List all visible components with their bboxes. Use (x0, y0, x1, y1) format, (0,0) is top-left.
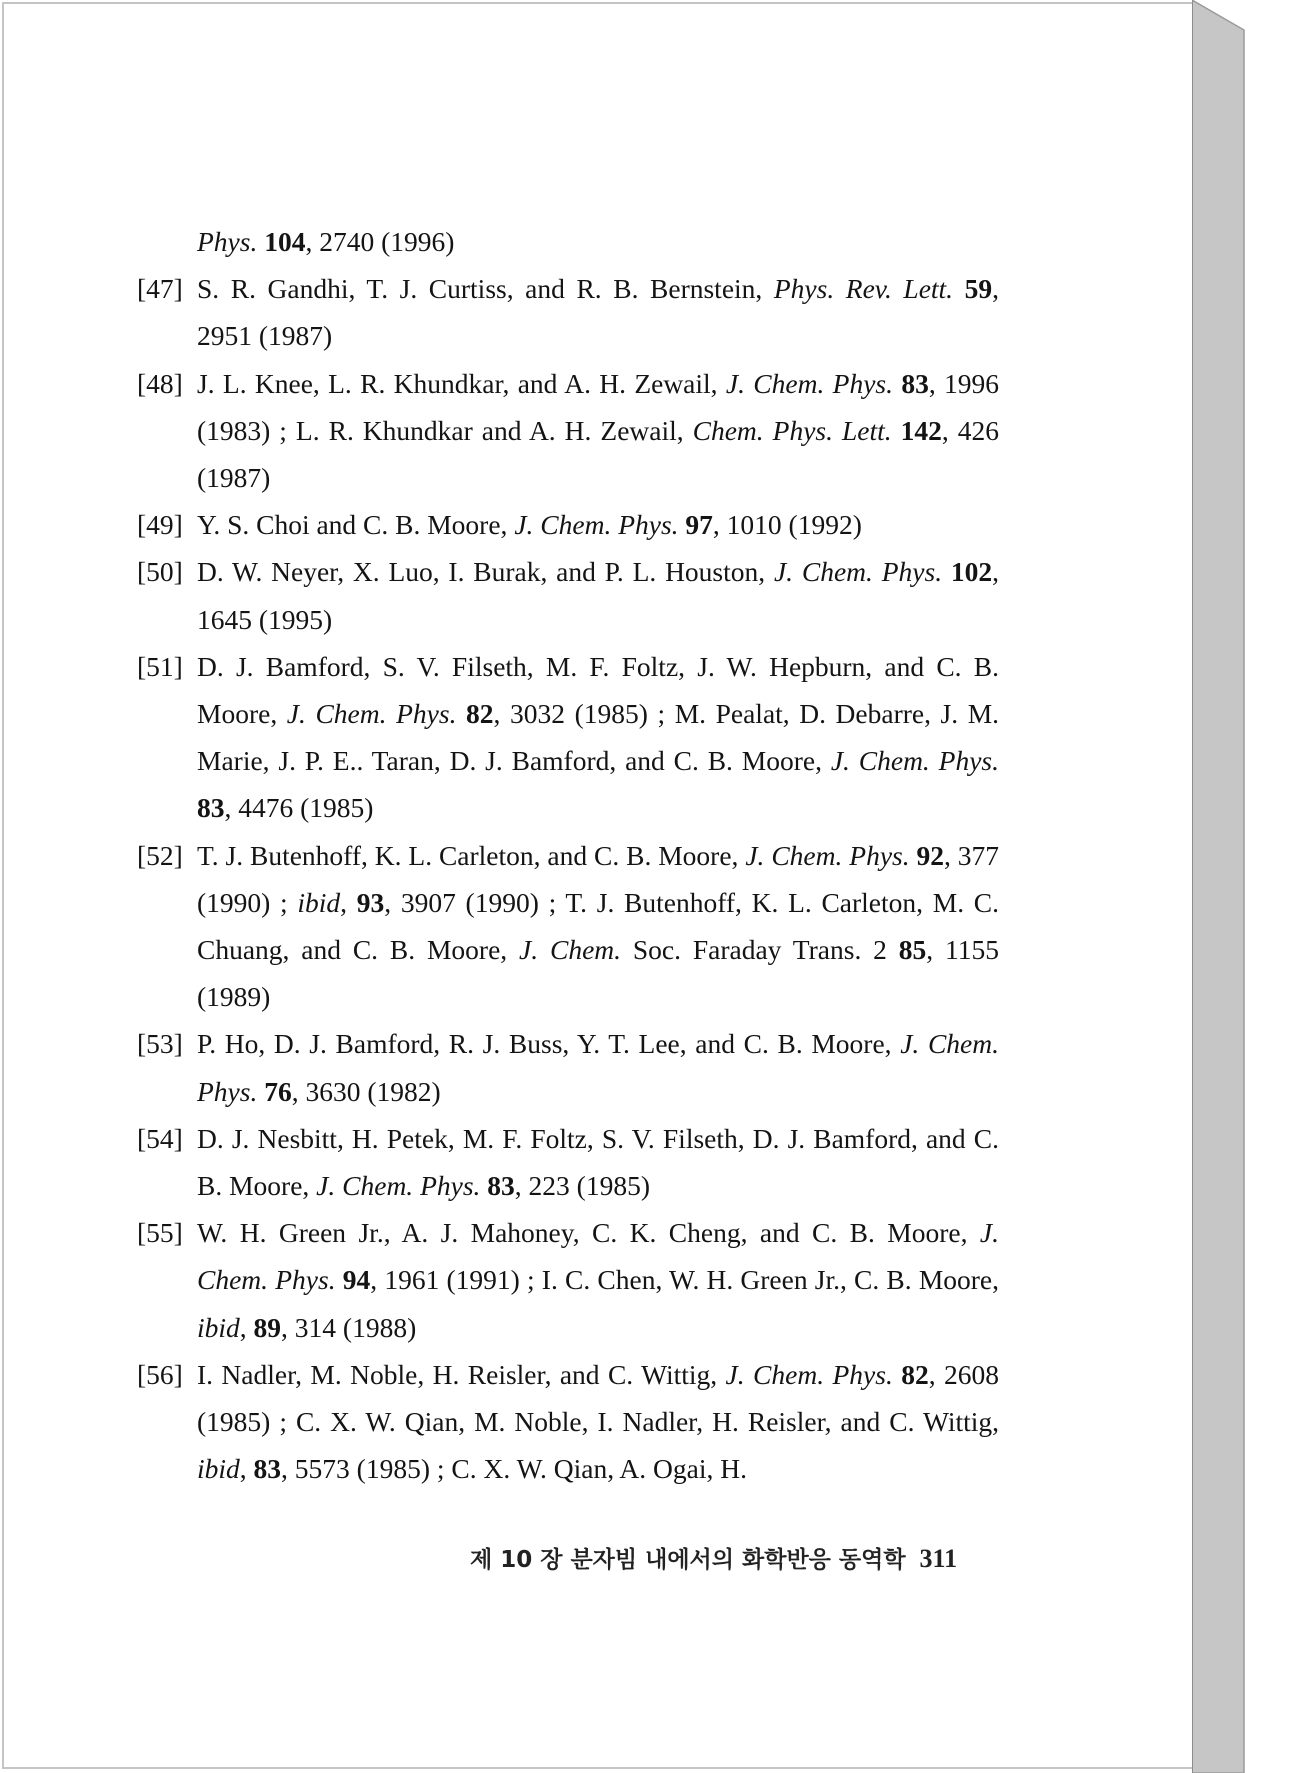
reference-item (137, 643, 999, 832)
reference-text: J. L. Knee, L. R. Khundkar, and A. H. Zewail, J. Chem. Phys. 83, 1996 (1983) ; L. R. Khundkar and A. H. Zewail, Chem. Phys. Lett. 142, 426 (1987) (197, 367, 1000, 494)
reference-number: [48] (137, 367, 183, 399)
reference-text: S. R. Gandhi, T. J. Curtiss, and R. B. Bernstein, Phys. Rev. Lett. 59, 2951 (1987) (197, 273, 1000, 352)
reference-item (137, 360, 999, 502)
reference-number: [55] (137, 1217, 183, 1249)
reference-number: [52] (137, 839, 183, 871)
reference-number: [47] (137, 273, 183, 305)
reference-number: [56] (137, 1358, 183, 1390)
reference-text: T. J. Butenhoff, K. L. Carleton, and C. B. Moore, J. Chem. Phys. 92, 377 (1990) ; ibid, 93, 3907 (1990) ; T. J. Butenhoff, K. L. Carleton, M. C. Chuang, and C. B. Moore, J. Chem. Soc. Faraday Trans. 2 85, 1155 (1989) (197, 839, 1000, 1013)
reference-text: D. J. Bamford, S. V. Filseth, M. F. Foltz, J. W. Hepburn, and C. B. Moore, J. Chem. Phys. 82, 3032 (1985) ; M. Pealat, D. Debarre, J. M. Marie, J. P. E.. Taran, D. J. Bamford, and C. B. Moore, J. Chem. Phys. 83, 4476 (1985) (197, 650, 1000, 824)
reference-text: Y. S. Choi and C. B. Moore, J. Chem. Phys. 97, 1010 (1992) (197, 509, 862, 541)
reference-item (137, 1351, 999, 1493)
reference-number: [53] (137, 1028, 183, 1060)
reference-text: I. Nadler, M. Noble, H. Reisler, and C. Wittig, J. Chem. Phys. 82, 2608 (1985) ; C. X. W. Qian, M. Noble, I. Nadler, H. Reisler, and C. Wittig, ibid, 83, 5573 (1985) ; C. X. W. Qian, A. Ogai, H. (197, 1358, 1000, 1485)
reference-number: [50] (137, 556, 183, 588)
reference-item (137, 832, 999, 1021)
page-footer (470, 1541, 970, 1574)
page-number: 311 (919, 1544, 958, 1573)
reference-text: W. H. Green Jr., A. J. Mahoney, C. K. Cheng, and C. B. Moore, J. Chem. Phys. 94, 1961 (1991) ; I. C. Chen, W. H. Green Jr., C. B. Moore, ibid, 89, 314 (1988) (197, 1217, 1000, 1343)
reference-number: [51] (137, 650, 183, 682)
reference-list (137, 218, 999, 1492)
reference-text: D. W. Neyer, X. Luo, I. Burak, and P. L. Houston, J. Chem. Phys. 102, 1645 (1995) (197, 556, 1000, 635)
reference-number: [54] (137, 1122, 183, 1154)
reference-item (137, 1020, 999, 1114)
reference-continuation: Phys. 104, 2740 (1996) (197, 226, 455, 257)
reference-item (137, 548, 999, 642)
reference-item (137, 265, 999, 359)
reference-item (137, 1209, 999, 1351)
reference-text: P. Ho, D. J. Bamford, R. J. Buss, Y. T. Lee, and C. B. Moore, J. Chem. Phys. 76, 3630 (1982) (197, 1028, 999, 1107)
chapter-title: 제 10 장 분자빔 내에서의 화학반응 동역학 (470, 1547, 906, 1573)
reference-number: [49] (137, 509, 183, 541)
reference-item (137, 1115, 999, 1209)
reference-text: D. J. Nesbitt, H. Petek, M. F. Foltz, S. V. Filseth, D. J. Bamford, and C. B. Moore, J. Chem. Phys. 83, 223 (1985) (197, 1122, 999, 1202)
page-edge-shadow (1192, 0, 1252, 1773)
reference-item (137, 501, 999, 548)
